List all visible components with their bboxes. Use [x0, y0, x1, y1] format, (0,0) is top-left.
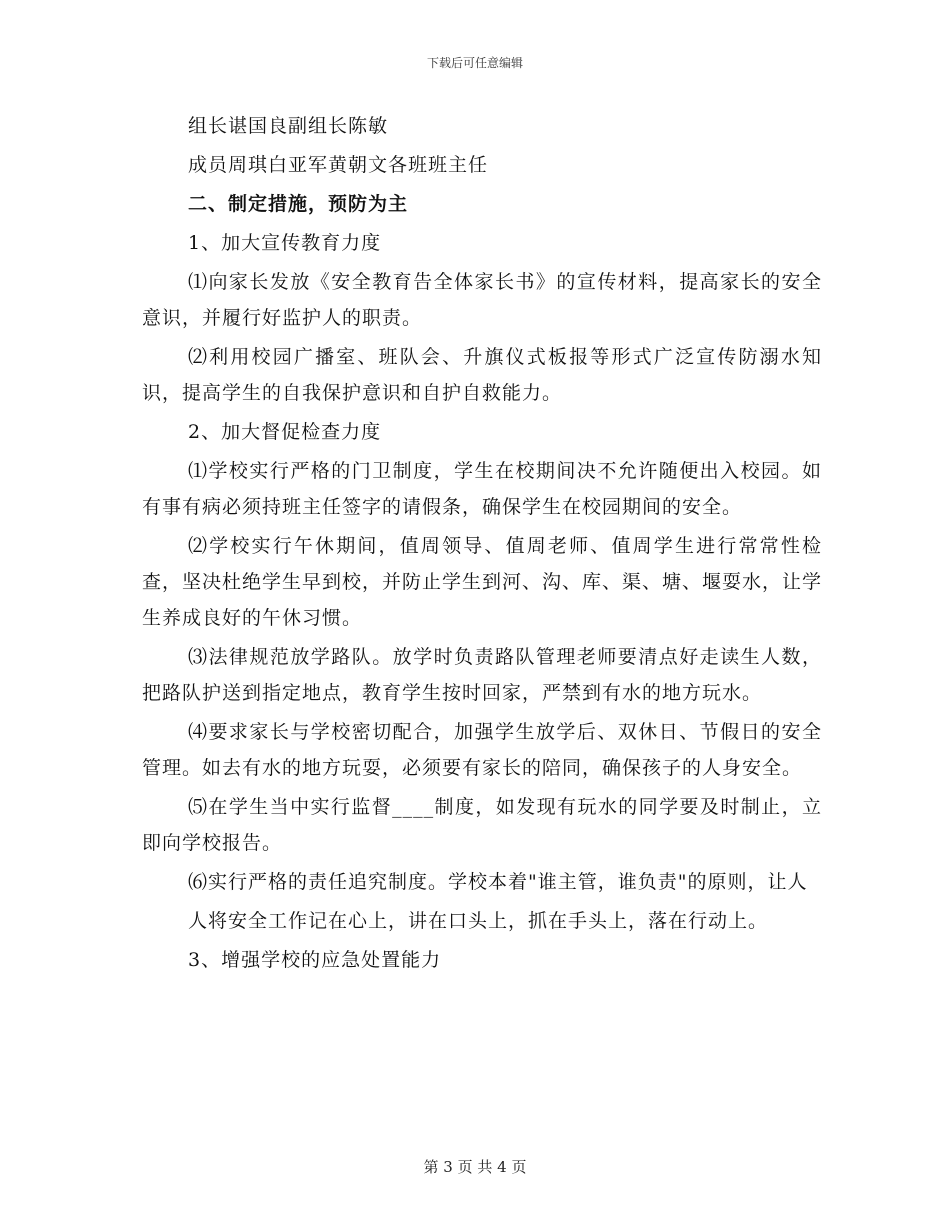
subheading-2: 2、加大督促检查力度: [188, 421, 382, 443]
subheading-1: 1、加大宣传教育力度: [188, 232, 382, 254]
paragraph-item: ⑴学校实行严格的门卫制度，学生在校期间决不允许随便出入校园。如有事有病必须持班主任签字的请假条，确保学生在校园期间的安全。: [142, 460, 822, 518]
paragraph-item: ⑸在学生当中实行监督____制度，如发现有玩水的同学要及时制止，立即向学校报告。: [142, 796, 822, 854]
paragraph-item: ⑶法律规范放学路队。放学时负责路队管理老师要清点好走读生人数，把路队护送到指定地点，教育学生按时回家，严禁到有水的地方玩水。: [142, 646, 822, 704]
section-heading-2: 二、制定措施，预防为主: [188, 193, 409, 215]
paragraph-leaders: 组长谌国良副组长陈敏: [188, 115, 389, 137]
page-header: 下载后可任意编辑: [426, 56, 523, 70]
paragraph-item: ⑹实行严格的责任追究制度。学校本着"谁主管，谁负责"的原则，让人: [188, 871, 808, 893]
paragraph-item: ⑵学校实行午休期间，值周领导、值周老师、值周学生进行常常性检查，坚决杜绝学生早到校，并防止学生到河、沟、库、渠、塘、堰耍水，让学生养成良好的午休习惯。: [142, 535, 823, 629]
document-body: [142, 108, 822, 981]
paragraph-item: ⑴向家长发放《安全教育告全体家长书》的宣传材料，提高家长的安全意识，并履行好监护人的职责。: [142, 271, 822, 329]
paragraph-continuation: 人将安全工作记在心上，讲在口头上，抓在手头上，落在行动上。: [188, 910, 769, 932]
paragraph-item: ⑵利用校园广播室、班队会、升旗仪式板报等形式广泛宣传防溺水知识，提高学生的自我保护意识和自护自救能力。: [142, 346, 822, 404]
subheading-3: 3、增强学校的应急处置能力: [188, 949, 442, 971]
paragraph-members: 成员周琪白亚军黄朝文各班班主任: [188, 154, 489, 176]
paragraph-item: ⑷要求家长与学校密切配合，加强学生放学后、双休日、节假日的安全管理。如去有水的地方玩耍，必须要有家长的陪同，确保孩子的人身安全。: [142, 721, 822, 779]
page-number: 第 3 页 共 4 页: [423, 1158, 527, 1176]
